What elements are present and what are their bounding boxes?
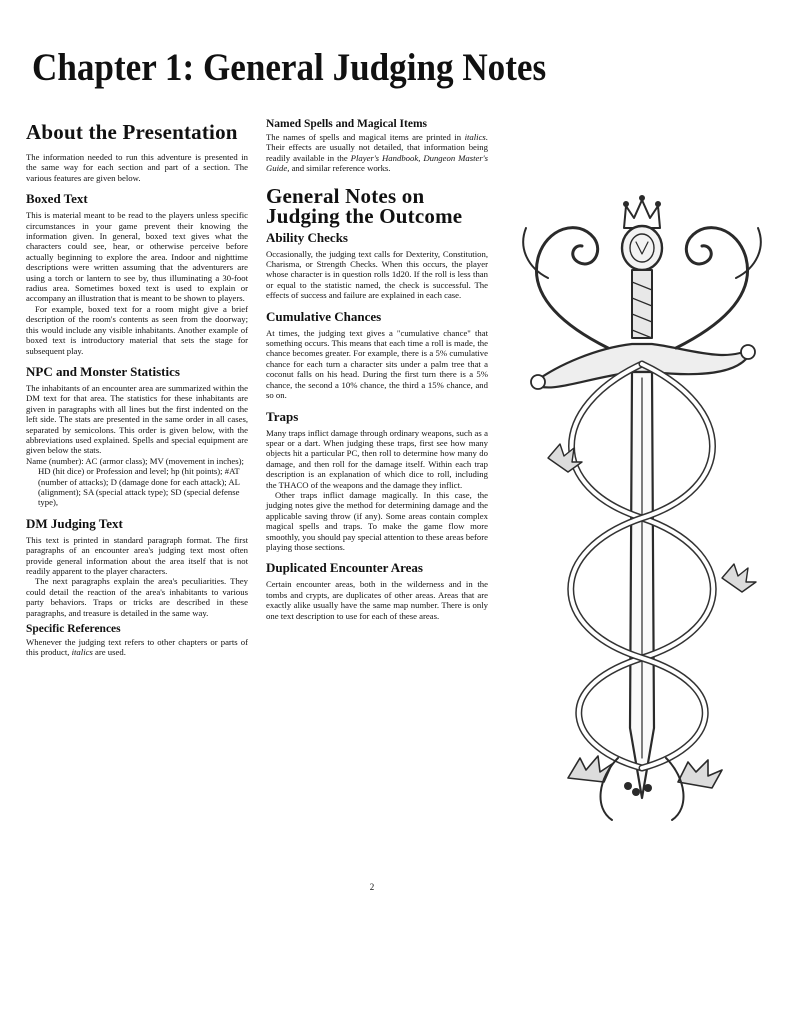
specific-references-heading: Specific References	[26, 623, 121, 636]
about-heading: About the Presentation	[26, 120, 238, 144]
boxed-text-heading: Boxed Text	[26, 191, 88, 207]
named-spells-paragraph: The names of spells and magical items are printed in italics. Their effects are usually not detailed, that information being readily available in the Player's Handbook, Dungeon Master's Guide, and similar reference works.	[266, 132, 488, 174]
traps-paragraph-1: Many traps inflict damage through ordinary weapons, such as a spear or a dart. When judging these traps, first see how many objects hit a particular PC, then roll to determine how many do damage, and then roll for the damage itself. Within each trap description is an explanation of which dice to roll, including the THACO of the weapons and the damage they inflict.	[266, 427, 488, 490]
traps-heading: Traps	[266, 408, 299, 424]
page-number: 2	[369, 882, 375, 892]
specific-references-paragraph: Whenever the judging text refers to other chapters or parts of this product, italics are used.	[26, 637, 248, 658]
general-notes-heading: General Notes on Judging the Outcome	[266, 183, 463, 228]
cumulative-chances-paragraph: At times, the judging text gives a "cumulative chance" that something occurs. This means that each time a roll is made, the chance becomes greater. For example, there is a 5% cumulative chance for each turn a character sits under a palm tree that a coconut falls on his head. During the first turn there is a 5% chance, the second a 10% chance, the third a 15% chance, and so on.	[266, 327, 488, 401]
duplicated-areas-paragraph: Certain encounter areas, both in the wilderness and in the tombs and crypts, are duplicates of other areas. Areas that are exactly alike usually have the same map number. There is only one text description to use for each of these areas.	[266, 579, 488, 621]
boxed-text-paragraph-2: For example, boxed text for a room might give a brief description of the room's contents as seen from the doorway; this would include any visible inhabitants. Another example of boxed text is introductory material that sets the stage for subsequent play.	[26, 303, 248, 356]
duplicated-areas-heading: Duplicated Encounter Areas	[266, 560, 423, 576]
named-spells-heading: Named Spells and Magical Items	[266, 118, 427, 130]
dm-judging-heading: DM Judging Text	[26, 515, 123, 531]
sword-and-serpent-illustration	[508, 158, 776, 824]
ability-checks-paragraph: Occasionally, the judging text calls for Dexterity, Constitution, Charisma, or Strength Checks. When this occurs, the player whose character is in question rolls 1d20. If the roll is less than or equal to the statistic named, the check is successful. The effects of success and failure are explained in each case.	[266, 248, 488, 301]
npc-stat-format: Name (number): AC (armor class); MV (movement in inches); HD (hit dice) or Profession and level; hp (hit points); #AT (number of attacks); D (damage done for each attack); AL (alignment); SA (special attack type); SD (special defense type),	[26, 455, 244, 508]
npc-statistics-heading: NPC and Monster Statistics	[26, 363, 180, 379]
dm-judging-paragraph-2: The next paragraphs explain the area's peculiarities. They could detail the reaction of the area's inhabitants to various party behaviors. Traps or tricks are described in these paragraphs, and treasure is detailed in the same way.	[26, 576, 248, 618]
traps-paragraph-2: Other traps inflict damage magically. In this case, the judging notes give the method for determining damage and the applicable saving throw (if any). Some areas contain complex magical spells and traps. To make the game flow more smoothly, you should pay special attention to these areas before playing those sections.	[266, 489, 488, 552]
about-paragraph: The information needed to run this adventure is presented in the same way for each section and part of a section. The various features are given below.	[26, 152, 248, 183]
left-column	[26, 122, 248, 658]
ability-checks-heading: Ability Checks	[266, 229, 348, 245]
dm-judging-paragraph-1: This text is printed in standard paragraph format. The first paragraphs of an encounter area's judging text most often provide general information about the area itself that is not readily apparent to the player characters.	[26, 534, 248, 576]
chapter-title: Chapter 1: General Judging Notes	[32, 46, 547, 89]
right-column	[266, 117, 488, 621]
npc-statistics-paragraph: The inhabitants of an encounter area are summarized within the DM text for that area. The statistics for these inhabitants are given in paragraphs with all lines but the first indented on the left side. The stats are presented in the same order in all cases, separated by semicolons. This order is given below, with the abbreviations used explained. Spells and special equipment are given below the stats.	[26, 382, 248, 456]
boxed-text-paragraph-1: This is material meant to be read to the players unless specific circumstances in your game prevent their knowing the information given. In general, boxed text gives what the characters could see, hear, or otherwise perceive before actually beginning to explore the area. Indoor and nighttime descriptions were written assuming that the adventurers are using a torch or lantern to see by, thus illuminating a 30-foot radius area. Sometimes boxed text is used to explain or accompany an illustration that is meant to be shown to players.	[26, 210, 248, 304]
cumulative-chances-heading: Cumulative Chances	[266, 308, 382, 324]
